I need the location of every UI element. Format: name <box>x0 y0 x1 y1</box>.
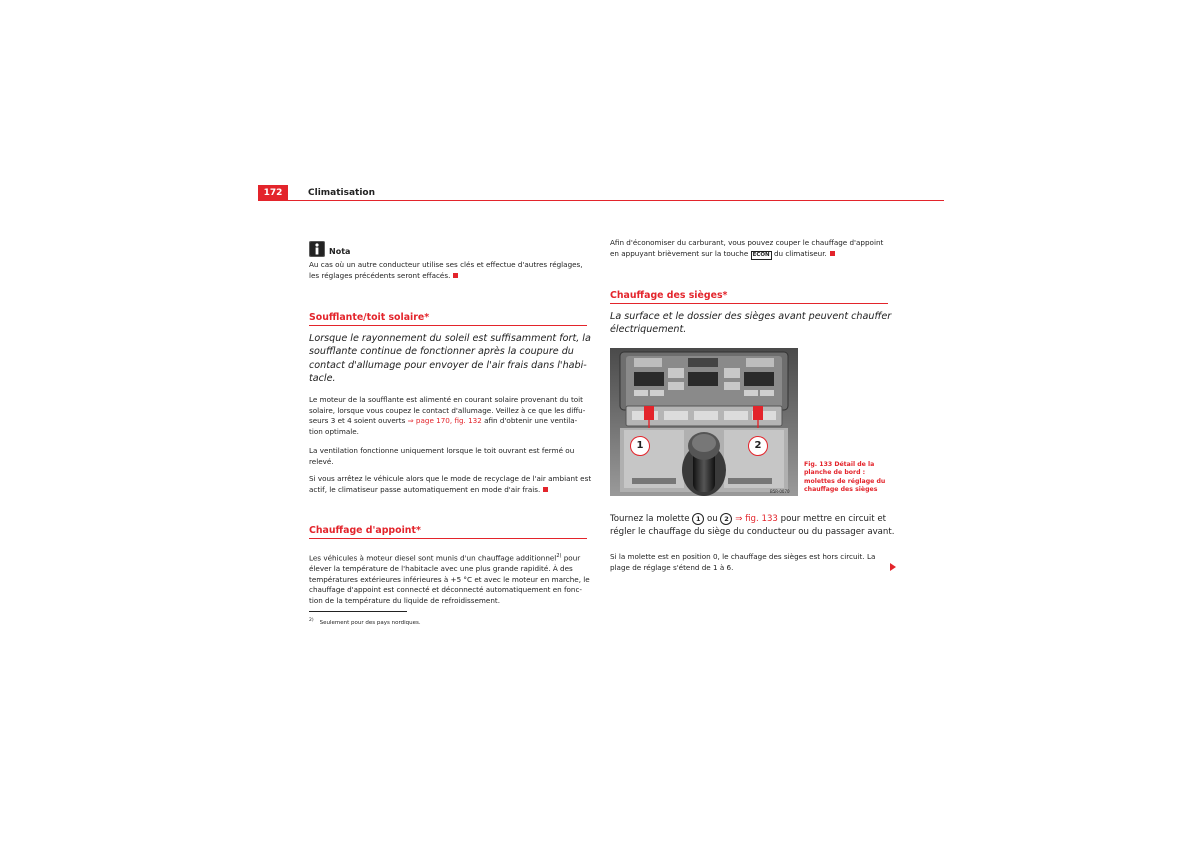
para-text: seurs 3 et 4 soient ouverts <box>309 416 408 426</box>
para-text: du climatiseur. <box>771 248 827 258</box>
para-line: Si la molette est en position 0, le chauffage des sièges est hors circuit. La <box>610 552 876 561</box>
lead-line: tacle. <box>309 372 336 384</box>
callout-1: 1 <box>630 436 650 456</box>
caption-line: Fig. 133 Détail de la <box>804 461 875 468</box>
para-line: Si vous arrêtez le véhicule alors que le mode de recyclage de l'air ambiant est <box>309 474 592 483</box>
lead-line: soufflante continue de fonctionner après la coupure du <box>309 346 574 358</box>
fig-133-link[interactable]: ⇒ fig. 133 <box>732 514 778 524</box>
figure-caption <box>804 461 888 495</box>
nota-line-2-text: les réglages précédents seront effacés. <box>309 270 451 280</box>
lead-line: contact d'allumage pour envoyer de l'air frais dans l'habi- <box>309 359 587 371</box>
callout-2: 2 <box>748 436 768 456</box>
para-text: actif, le climatiseur passe automatiquement en mode d'air frais. <box>309 484 541 494</box>
caption-line: planche de bord : <box>804 469 866 477</box>
para-text: Les véhicules à moteur diesel sont munis d'un chauffage additionnel <box>309 553 557 563</box>
para-molette <box>610 552 895 573</box>
heading-rule <box>610 303 888 304</box>
para-line: La ventilation fonctionne uniquement lorsque le toit ouvrant est fermé ou <box>309 446 575 455</box>
lead-sieges <box>610 310 895 337</box>
page-number: 172 <box>258 185 288 201</box>
para-text: pour mettre en circuit et <box>777 514 887 524</box>
para-line: tion de la température du liquide de refroidissement. <box>309 595 501 605</box>
para-soufflante-3 <box>309 474 594 495</box>
page-170-link[interactable]: ⇒ page 170, fig. 132 <box>407 416 482 426</box>
heading-rule <box>309 538 587 539</box>
para-line <box>610 249 895 260</box>
end-marker <box>830 251 835 256</box>
para-text: Tournez la molette <box>610 514 693 524</box>
para-soufflante-2 <box>309 446 594 467</box>
header-rule <box>258 200 944 201</box>
para-text: ou <box>704 514 721 524</box>
heading-sieges: Chauffage des sièges* <box>610 290 728 301</box>
dashboard-figure <box>610 348 798 496</box>
footnote-rule <box>309 611 407 612</box>
lead-line: La surface et le dossier des sièges avant peuvent chauffer <box>610 311 892 322</box>
para-line: solaire, lorsque vous coupez le contact d'allumage. Veillez à ce que les diffu- <box>309 405 586 415</box>
footnote-text: Seulement pour des pays nordiques. <box>319 619 421 626</box>
para-line <box>610 513 900 526</box>
footnote <box>309 618 421 626</box>
callout-ref-1: 1 <box>692 513 704 525</box>
para-appoint <box>309 551 594 606</box>
para-econ <box>610 238 895 260</box>
para-soufflante-1 <box>309 395 594 437</box>
heading-appoint: Chauffage d'appoint* <box>309 525 421 536</box>
nota-text <box>309 260 589 281</box>
para-line <box>309 485 594 496</box>
figure-code-label: B5R-0070 <box>770 489 790 494</box>
para-line: tion optimale. <box>309 426 359 436</box>
footnote-ref: 2) <box>556 553 562 559</box>
para-line: chauffage d'appoint est connecté et déconnecté automatiquement en fonc- <box>309 585 583 595</box>
para-line: Le moteur de la soufflante est alimenté en courant solaire provenant du toit <box>309 395 583 404</box>
lead-line: électriquement. <box>610 324 687 336</box>
lead-line: Lorsque le rayonnement du soleil est suffisamment fort, la <box>309 333 591 344</box>
lead-soufflante <box>309 332 594 385</box>
nota-line-2 <box>309 271 589 282</box>
caption-line: chauffage des sièges <box>804 486 878 494</box>
para-tourner <box>610 513 900 540</box>
econ-key: ECON <box>752 251 770 258</box>
nota-title: Nota <box>329 247 351 256</box>
info-icon <box>309 241 325 257</box>
para-line <box>309 416 594 427</box>
next-page-arrow-icon <box>890 563 896 571</box>
caption-line: molettes de réglage du <box>804 477 886 485</box>
nota-line-1: Au cas où un autre conducteur utilise ses clés et effectue d'autres réglages, <box>309 260 583 269</box>
section-title: Climatisation <box>308 188 376 198</box>
para-line: Afin d'économiser du carburant, vous pouvez couper le chauffage d'appoint <box>610 238 884 247</box>
para-line <box>309 551 594 564</box>
footnote-mark: 2) <box>309 618 314 623</box>
para-line: températures extérieures inférieures à +5 °C et avec le moteur en marche, le <box>309 574 590 584</box>
para-text: pour <box>561 553 581 563</box>
heading-soufflante: Soufflante/toit solaire* <box>309 312 430 323</box>
heading-rule <box>309 325 587 326</box>
para-text: en appuyant brièvement sur la touche <box>610 248 751 258</box>
end-marker <box>453 273 458 278</box>
para-line: régler le chauffage du siège du conducteur ou du passager avant. <box>610 527 895 538</box>
para-line: élever la température de l'habitacle avec une plus grande rapidité. À des <box>309 563 573 573</box>
para-line: relevé. <box>309 456 334 466</box>
para-line: plage de réglage s'étend de 1 à 6. <box>610 562 734 572</box>
callout-ref-2: 2 <box>720 513 732 525</box>
end-marker <box>543 487 548 492</box>
para-text: afin d'obtenir une ventila- <box>481 416 578 426</box>
